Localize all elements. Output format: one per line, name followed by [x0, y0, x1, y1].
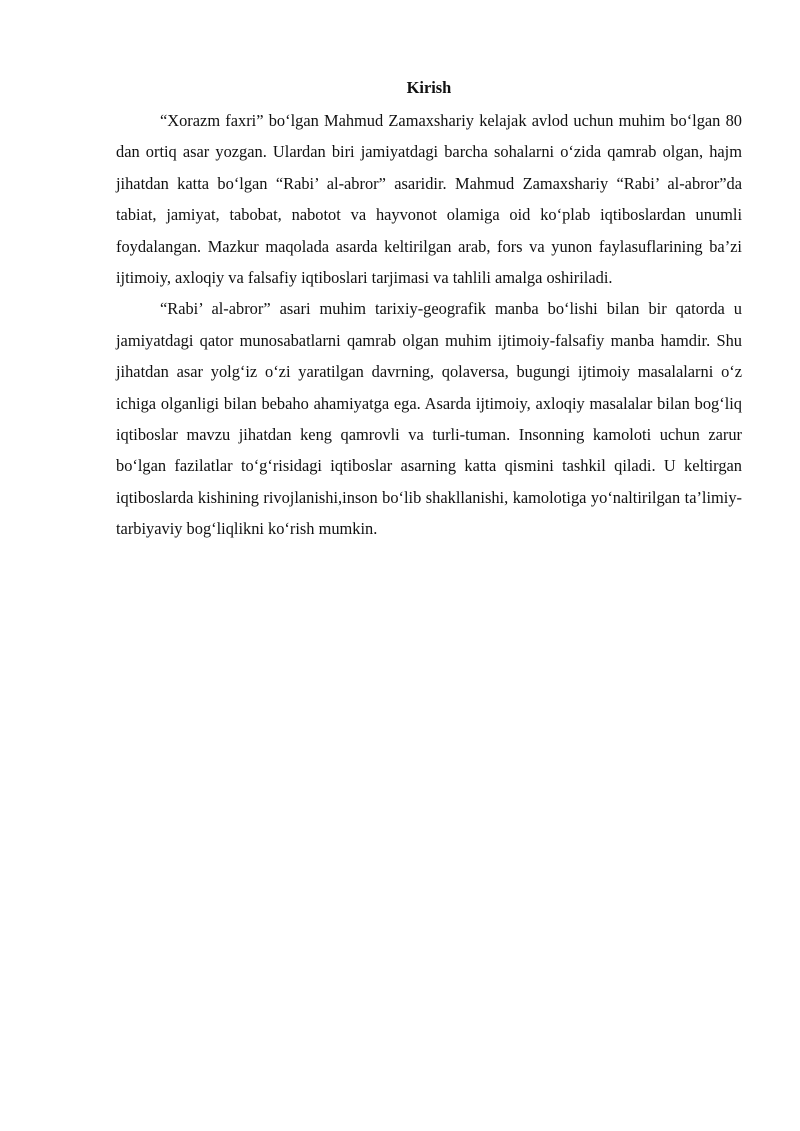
document-body — [116, 75, 742, 545]
paragraph-intro: “Xorazm faxri” bo‘lgan Mahmud Zamaxshariy kelajak avlod uchun muhim bo‘lgan 80 dan ortiq asar yozgan. Ulardan biri jamiyatdagi barcha sohalarni o‘zida qamrab olgan, hajm jihatdan katta bo‘lgan “Rabi’ al-abror” asaridir. Mahmud Zamaxshariy “Rabi’ al-abror”da tabiat, jamiyat, tabobat, nabotot va hayvonot olamiga oid ko‘plab iqtiboslardan unumli foydalangan. Mazkur maqolada asarda keltirilgan arab, fors va yunon faylasuflarining ba’zi ijtimoiy, axloqiy va falsafiy iqtiboslari tarjimasi va tahlili amalga oshiriladi. — [116, 111, 742, 288]
section-heading: Kirish — [406, 78, 452, 97]
paragraph-second: “Rabi’ al-abror” asari muhim tarixiy-geografik manba bo‘lishi bilan bir qatorda u jamiyatdagi qator munosabatlarni qamrab olgan muhim ijtimoiy-falsafiy manba hamdir. Shu jihatdan asar yolg‘iz o‘zi yaratilgan davrning, qolaversa, bugungi ijtimoiy masalalarni o‘z ichiga olganligi bilan bebaho ahamiyatga ega. Asarda ijtimoiy, axloqiy masalalar bilan bog‘liq iqtiboslar mavzu jihatdan keng qamrovli va turli-tuman. Insonning kamoloti uchun zarur bo‘lgan fazilatlar to‘g‘risidagi iqtiboslar asarning katta qismini tashkil qiladi. U keltirgan iqtiboslarda kishining rivojlanishi,inson bo‘lib shakllanishi, kamolotiga yo‘naltirilgan ta’limiy-tarbiyaviy bog‘liqlikni ko‘rish mumkin. — [116, 299, 742, 539]
